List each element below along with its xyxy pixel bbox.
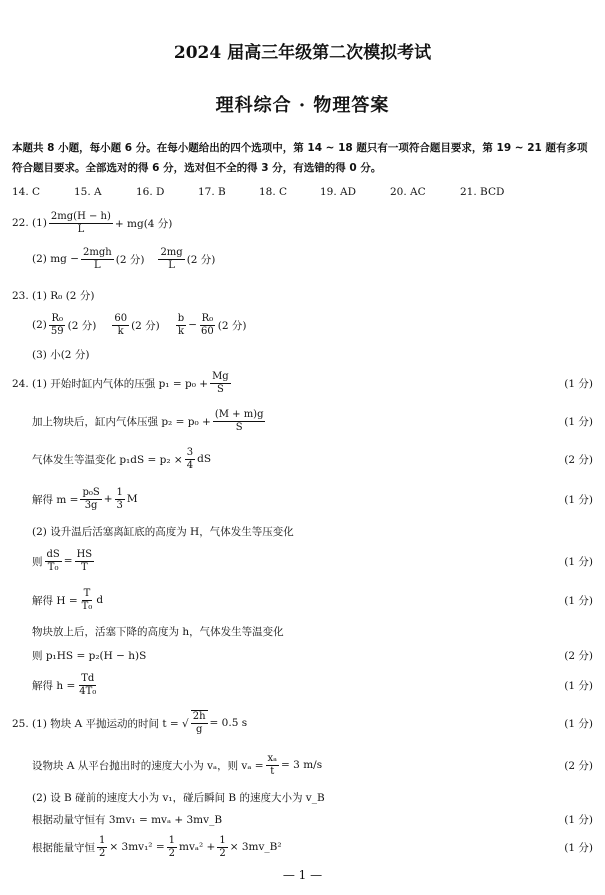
instructions: 本题共 8 小题，每小题 6 分。在每小题给出的四个选项中，第 14 ~ 18 题只有一项符合题目要求，第 19 ~ 21 题有多项符合题目要求。全部选对的得 6 分，选对但不全的得 3 分，有选错的得 0 分。 xyxy=(12,142,588,174)
fraction: $\frac{\text{p₀S}}{3g}$ xyxy=(82,486,100,511)
fraction: $\frac{1}{2}$ xyxy=(99,834,106,859)
page-number: — 1 — xyxy=(282,868,323,882)
score: (1 分) xyxy=(564,377,593,390)
fraction: $\frac{60}{k}$ xyxy=(114,312,128,337)
fraction: $\frac{Td}{\text{4T₀}}$ xyxy=(79,672,97,697)
fraction: $\frac{2mg}{L}$ xyxy=(160,246,183,271)
score: (1 分) xyxy=(564,555,593,568)
score: (2 分) xyxy=(564,759,593,772)
q24-line3: 气体发生等温变化 p₁dS = p₂ × $\frac{3}{4}$ dS xyxy=(32,446,212,471)
q24-line5: (2) 设升温后活塞离缸底的高度为 H，气体发生等压变化 xyxy=(32,525,294,538)
mc-answer: 14. C xyxy=(12,186,41,198)
mc-answer: 16. D xyxy=(136,186,165,198)
q25-line2: 设物块 A 从平台抛出时的速度大小为 vₐ，则 vₐ = $\frac{\text{xₐ}}{t}$ = 3 m/s xyxy=(32,752,323,777)
exam-title: 2024 届高三年级第二次模拟考试 xyxy=(173,43,432,63)
exam-subtitle: 理科综合 · 物理答案 xyxy=(215,95,390,116)
score: (2 分) xyxy=(564,649,593,662)
q22-part1: 22. (1) $\frac{2mg(H - h)}{L}$ + mg(4 分) xyxy=(12,210,173,235)
fraction: $\frac{\text{2mgh}}{L}$ xyxy=(83,246,112,271)
mc-answer: 19. AD xyxy=(320,186,357,198)
fraction: $\frac{\text{R₀}}{60}$ xyxy=(201,312,214,337)
q24-line10: 解得 h = $\frac{Td}{\text{4T₀}}$ xyxy=(32,672,97,697)
q24-line6: 则 $\frac{dS}{\text{T₀}}$ = $\frac{HS}{T}$ xyxy=(32,548,93,573)
fraction: $\frac{2mg(H - h)}{L}$ xyxy=(50,210,111,235)
fraction: $\frac{2h}{g}$ xyxy=(192,711,206,735)
q24-line7: 解得 H = $\frac{T}{\text{T₀}}$ d xyxy=(32,587,104,612)
mc-answer: 20. AC xyxy=(390,186,426,198)
score: (2 分) xyxy=(564,453,593,466)
fraction: $\frac{dS}{\text{T₀}}$ xyxy=(46,548,60,573)
score: (1 分) xyxy=(564,679,593,692)
fraction: $\frac{\text{xₐ}}{t}$ xyxy=(267,752,278,777)
score: (1 分) xyxy=(564,415,593,428)
q24-line2: 加上物块后，缸内气体压强 p₂ = p₀ + $\frac{(M + m)g}{S}$ xyxy=(32,408,264,433)
q25-line5: 根据能量守恒 $\frac{1}{2}$ × 3mv₁² = $\frac{1}{2}$ mvₐ² + $\frac{1}{2}$ × 3mv_B² xyxy=(32,834,282,859)
score: (1 分) xyxy=(564,717,593,730)
fraction: $\frac{1}{3}$ xyxy=(116,486,123,511)
q24-line8: 物块放上后，活塞下降的高度为 h，气体发生等温变化 xyxy=(32,625,284,638)
fraction: $\frac{b}{k}$ xyxy=(177,312,185,337)
fraction: $\frac{HS}{T}$ xyxy=(76,548,93,573)
q24-line9: 则 p₁HS = p₂(H − h)S xyxy=(32,649,147,662)
mc-answer: 15. A xyxy=(74,186,102,198)
q25-line3: (2) 设 B 碰前的速度大小为 v₁，碰后瞬间 B 的速度大小为 v_B xyxy=(32,791,325,804)
fraction: $\frac{\text{R₀}}{59}$ xyxy=(50,312,64,337)
score: (1 分) xyxy=(564,813,593,826)
q23-part1: 23. (1) R₀ (2 分) xyxy=(12,289,95,302)
fraction: $\frac{1}{2}$ xyxy=(168,834,176,859)
q23-part2: (2) $\frac{\text{R₀}}{59}$ (2 分) $\frac{60}{k}$ (2 分) $\frac{b}{k}$ − $\frac{\text{R₀}}{60}$ (2 分) xyxy=(32,312,247,337)
q25-line4: 根据动量守恒有 3mv₁ = mvₐ + 3mv_B xyxy=(32,813,223,826)
mc-answer: 17. B xyxy=(198,186,226,198)
q24-line4: 解得 m = $\frac{\text{p₀S}}{3g}$ + $\frac{1}{3}$ M xyxy=(32,486,138,511)
mc-answer: 21. BCD xyxy=(460,186,505,198)
fraction: $\frac{3}{4}$ xyxy=(186,446,194,471)
score: (1 分) xyxy=(564,594,593,607)
fraction: $\frac{1}{2}$ xyxy=(219,834,226,859)
fraction: $\frac{T}{\text{T₀}}$ xyxy=(81,587,93,612)
score: (1 分) xyxy=(564,841,593,854)
fraction: $\frac{Mg}{S}$ xyxy=(212,370,229,395)
q24-line1: 24. (1) 开始时缸内气体的压强 p₁ = p₀ + $\frac{Mg}{S}$ xyxy=(12,370,229,395)
fraction: $\frac{(M + m)g}{S}$ xyxy=(214,408,264,433)
score: (1 分) xyxy=(564,493,593,506)
mc-answer: 18. C xyxy=(259,186,288,198)
q23-part3: (3) 小(2 分) xyxy=(32,348,90,361)
q25-line1: 25. (1) 物块 A 平抛运动的时间 t = √ $\frac{2h}{g}$ = 0.5 s xyxy=(12,711,248,735)
q22-part2: (2) mg − $\frac{\text{2mgh}}{L}$ (2 分) $\frac{2mg}{L}$ (2 分) xyxy=(32,246,216,271)
